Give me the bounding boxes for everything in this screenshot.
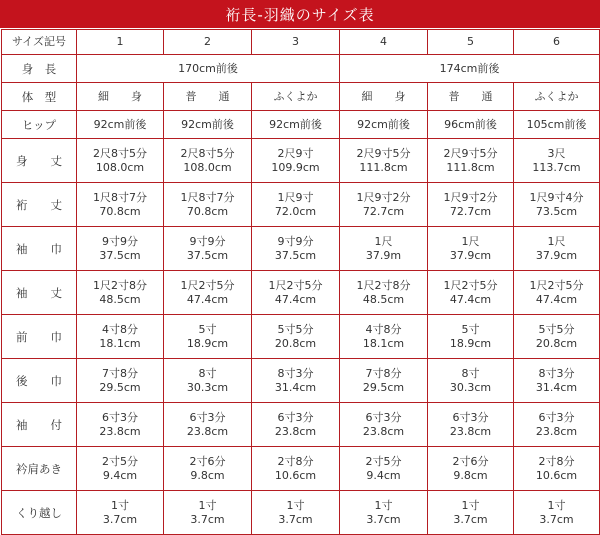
size-3: 3 <box>252 30 340 55</box>
cell: 1尺2寸5分 47.4cm <box>514 271 600 315</box>
cell: 1寸 3.7cm <box>340 491 428 535</box>
cell: ふくよか <box>514 83 600 111</box>
cell: 1尺8寸7分 70.8cm <box>77 183 164 227</box>
cell: 9寸9分 37.5cm <box>164 227 252 271</box>
size-5: 5 <box>428 30 514 55</box>
cell: 2寸5分 9.4cm <box>340 447 428 491</box>
cell: 1尺9寸2分 72.7cm <box>428 183 514 227</box>
header-label: サイズ記号 <box>2 30 77 55</box>
row-label: 体 型 <box>2 83 77 111</box>
cell: 6寸3分 23.8cm <box>77 403 164 447</box>
row-label: 身 丈 <box>2 139 77 183</box>
cell: 1尺 37.9cm <box>514 227 600 271</box>
cell: 2寸6分 9.8cm <box>164 447 252 491</box>
cell: 1寸 3.7cm <box>252 491 340 535</box>
cell: 92cm前後 <box>77 111 164 139</box>
cell: 5寸 18.9cm <box>428 315 514 359</box>
cell: 8寸 30.3cm <box>164 359 252 403</box>
cell: 1尺9寸2分 72.7cm <box>340 183 428 227</box>
row-yuki <box>2 183 600 227</box>
row-eriakatake <box>2 447 600 491</box>
row-ushirohaba <box>2 359 600 403</box>
row-sodetsuke <box>2 403 600 447</box>
cell: 1尺 37.9m <box>340 227 428 271</box>
cell: 1尺2寸5分 47.4cm <box>252 271 340 315</box>
cell: 105cm前後 <box>514 111 600 139</box>
row-kurikoshi <box>2 491 600 535</box>
row-label: 衿肩あき <box>2 447 77 491</box>
cell: 1尺 37.9cm <box>428 227 514 271</box>
cell: 細 身 <box>77 83 164 111</box>
cell: 92cm前後 <box>340 111 428 139</box>
cell: 8寸3分 31.4cm <box>514 359 600 403</box>
height-group-2: 174cm前後 <box>340 55 600 83</box>
row-body-type <box>2 83 600 111</box>
row-label: 袖 丈 <box>2 271 77 315</box>
row-hip <box>2 111 600 139</box>
cell: 6寸3分 23.8cm <box>428 403 514 447</box>
cell: 1寸 3.7cm <box>428 491 514 535</box>
cell: 3尺 113.7cm <box>514 139 600 183</box>
row-label: 後 巾 <box>2 359 77 403</box>
cell: 2尺8寸5分 108.0cm <box>77 139 164 183</box>
cell: 1尺9寸4分 73.5cm <box>514 183 600 227</box>
row-label: ヒップ <box>2 111 77 139</box>
cell: 92cm前後 <box>164 111 252 139</box>
cell: 5寸5分 20.8cm <box>514 315 600 359</box>
cell: 9寸9分 37.5cm <box>252 227 340 271</box>
cell: 1尺2寸5分 47.4cm <box>164 271 252 315</box>
cell: 細 身 <box>340 83 428 111</box>
row-label: くり越し <box>2 491 77 535</box>
row-height <box>2 55 600 83</box>
cell: 6寸3分 23.8cm <box>164 403 252 447</box>
cell: 8寸 30.3cm <box>428 359 514 403</box>
cell: 1尺2寸5分 47.4cm <box>428 271 514 315</box>
cell: 2寸8分 10.6cm <box>252 447 340 491</box>
cell: 1寸 3.7cm <box>164 491 252 535</box>
cell: 1尺8寸7分 70.8cm <box>164 183 252 227</box>
size-2: 2 <box>164 30 252 55</box>
cell: 6寸3分 23.8cm <box>252 403 340 447</box>
cell: ふくよか <box>252 83 340 111</box>
row-mitake <box>2 139 600 183</box>
row-label: 前 巾 <box>2 315 77 359</box>
cell: 5寸5分 20.8cm <box>252 315 340 359</box>
cell: 7寸8分 29.5cm <box>340 359 428 403</box>
cell: 2尺9寸 109.9cm <box>252 139 340 183</box>
cell: 2寸6分 9.8cm <box>428 447 514 491</box>
cell: 92cm前後 <box>252 111 340 139</box>
cell: 1寸 3.7cm <box>77 491 164 535</box>
row-sodetake <box>2 271 600 315</box>
size-6: 6 <box>514 30 600 55</box>
cell: 1寸 3.7cm <box>514 491 600 535</box>
cell: 2寸5分 9.4cm <box>77 447 164 491</box>
table-title: 裄長-羽織のサイズ表 <box>0 0 600 28</box>
row-label: 裄 丈 <box>2 183 77 227</box>
row-maehaba <box>2 315 600 359</box>
cell: 普 通 <box>428 83 514 111</box>
cell: 4寸8分 18.1cm <box>340 315 428 359</box>
cell: 普 通 <box>164 83 252 111</box>
cell: 6寸3分 23.8cm <box>514 403 600 447</box>
row-label: 身 長 <box>2 55 77 83</box>
cell: 2尺8寸5分 108.0cm <box>164 139 252 183</box>
cell: 1尺2寸8分 48.5cm <box>340 271 428 315</box>
cell: 1尺2寸8分 48.5cm <box>77 271 164 315</box>
cell: 7寸8分 29.5cm <box>77 359 164 403</box>
cell: 6寸3分 23.8cm <box>340 403 428 447</box>
size-4: 4 <box>340 30 428 55</box>
cell: 2尺9寸5分 111.8cm <box>428 139 514 183</box>
cell: 1尺9寸 72.0cm <box>252 183 340 227</box>
row-sodehaba <box>2 227 600 271</box>
cell: 2寸8分 10.6cm <box>514 447 600 491</box>
cell: 96cm前後 <box>428 111 514 139</box>
cell: 5寸 18.9cm <box>164 315 252 359</box>
cell: 8寸3分 31.4cm <box>252 359 340 403</box>
size-1: 1 <box>77 30 164 55</box>
header-row <box>2 30 600 55</box>
size-table <box>1 29 600 535</box>
cell: 4寸8分 18.1cm <box>77 315 164 359</box>
cell: 9寸9分 37.5cm <box>77 227 164 271</box>
cell: 2尺9寸5分 111.8cm <box>340 139 428 183</box>
row-label: 袖 巾 <box>2 227 77 271</box>
height-group-1: 170cm前後 <box>77 55 340 83</box>
row-label: 袖 付 <box>2 403 77 447</box>
